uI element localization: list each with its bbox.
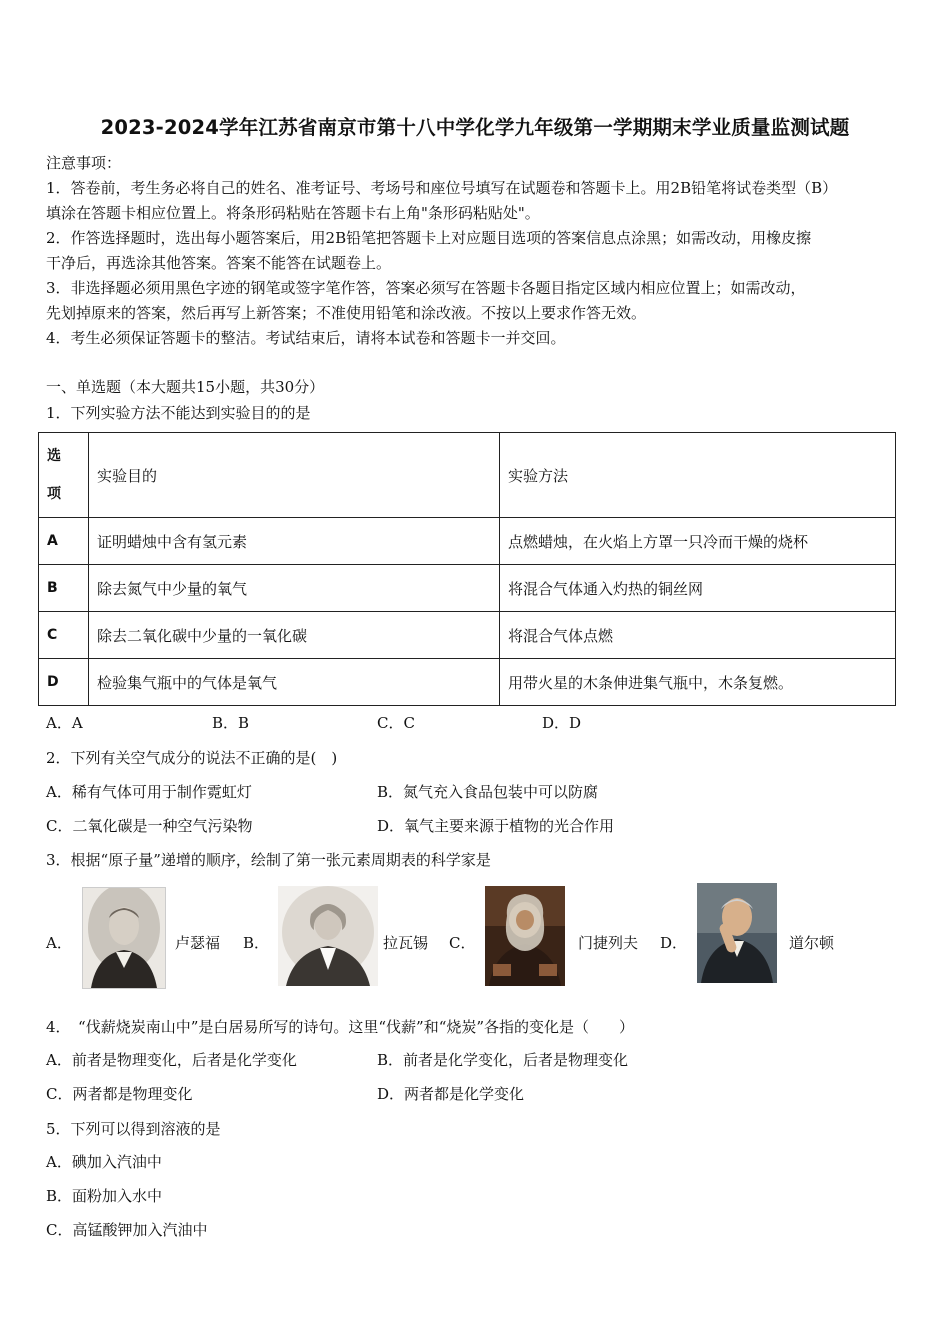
- rutherford-portrait-image: [82, 887, 166, 989]
- notes-line: 先划掉原来的答案，然后再写上新答案；不准使用铅笔和涂改液。不按以上要求作答无效。: [46, 304, 647, 322]
- row-purpose: 除去二氧化碳中少量的一氧化碳: [89, 612, 500, 659]
- q3-choice-c-letter[interactable]: C．: [449, 934, 476, 952]
- q3-choice-d-name: 道尔顿: [789, 934, 835, 952]
- notes-line: 4．考生必须保证答题卡的整洁。考试结束后，请将本试卷和答题卡一并交回。: [46, 329, 566, 347]
- header-option-line2: 项: [47, 486, 61, 502]
- notes-line: 2．作答选择题时，选出每小题答案后，用2B铅笔把答题卡上对应题目选项的答案信息点涂黑；如需改动，用橡皮擦: [46, 229, 812, 247]
- q2-choice-c[interactable]: C．二氧化碳是一种空气污染物: [46, 817, 253, 835]
- q2-choice-d[interactable]: D．氧气主要来源于植物的光合作用: [377, 817, 615, 835]
- header-method: 实验方法: [500, 433, 896, 518]
- header-option-line1: 选: [47, 448, 61, 464]
- table-header-row: [39, 433, 896, 518]
- q1-choice-d[interactable]: D．D: [542, 714, 582, 732]
- mendeleev-portrait-image: [485, 886, 565, 986]
- q4-choice-a[interactable]: A．前者是物理变化，后者是化学变化: [46, 1051, 297, 1069]
- row-purpose: 除去氮气中少量的氧气: [89, 565, 500, 612]
- table-row: [39, 659, 896, 706]
- header-option-cell: [39, 433, 89, 518]
- notes-line: 干净后，再选涂其他答案。答案不能答在试题卷上。: [46, 254, 392, 272]
- row-method: 将混合气体通入灼热的铜丝网: [500, 565, 896, 612]
- question-4-stem: 4． “伐薪烧炭南山中”是白居易所写的诗句。这里“伐薪”和“烧炭”各指的变化是（ ）: [46, 1018, 635, 1036]
- row-option: C: [39, 612, 89, 659]
- q3-choice-d-letter[interactable]: D．: [660, 934, 688, 952]
- q4-choice-d[interactable]: D．两者都是化学变化: [377, 1085, 525, 1103]
- row-option: A: [39, 518, 89, 565]
- experiment-table: [38, 432, 896, 706]
- q3-choice-b-name: 拉瓦锡: [383, 934, 429, 952]
- row-method: 用带火星的木条伸进集气瓶中，木条复燃。: [500, 659, 896, 706]
- q1-choice-a[interactable]: A．A: [46, 714, 83, 732]
- q4-choice-b[interactable]: B．前者是化学变化，后者是物理变化: [377, 1051, 629, 1069]
- q2-choice-a[interactable]: A．稀有气体可用于制作霓虹灯: [46, 783, 252, 801]
- row-option: B: [39, 565, 89, 612]
- q1-choice-b[interactable]: B．B: [212, 714, 250, 732]
- notes-line: 1．答卷前，考生务必将自己的姓名、准考证号、考场号和座位号填写在试题卷和答题卡上。用2B铅笔将试卷类型（B）: [46, 179, 838, 197]
- dalton-portrait-image: [697, 883, 777, 983]
- q5-choice-b[interactable]: B．面粉加入水中: [46, 1187, 163, 1205]
- row-purpose: 证明蜡烛中含有氢元素: [89, 518, 500, 565]
- question-5-stem: 5．下列可以得到溶液的是: [46, 1120, 221, 1138]
- notes-line: 3．非选择题必须用黑色字迹的钢笔或签字笔作答，答案必须写在答题卡各题目指定区域内相应位置上；如需改动，: [46, 279, 806, 297]
- row-method: 点燃蜡烛，在火焰上方罩一只冷而干燥的烧杯: [500, 518, 896, 565]
- question-2-stem: 2．下列有关空气成分的说法不正确的是( ): [46, 749, 338, 767]
- table-row: [39, 518, 896, 565]
- q5-choice-a[interactable]: A．碘加入汽油中: [46, 1153, 162, 1171]
- table-row: [39, 565, 896, 612]
- q3-choice-b-letter[interactable]: B．: [243, 934, 270, 952]
- page-title: 2023-2024学年江苏省南京市第十八中学化学九年级第一学期期末学业质量监测试题: [100, 116, 850, 139]
- notes-line: 填涂在答题卡相应位置上。将条形码粘贴在答题卡右上角"条形码粘贴处"。: [46, 204, 540, 222]
- q4-choice-c[interactable]: C．两者都是物理变化: [46, 1085, 193, 1103]
- row-method: 将混合气体点燃: [500, 612, 896, 659]
- q1-choice-c[interactable]: C．C: [377, 714, 415, 732]
- question-1-stem: 1．下列实验方法不能达到实验目的的是: [46, 404, 311, 422]
- table-row: [39, 612, 896, 659]
- section-heading: 一、单选题（本大题共15小题，共30分）: [46, 378, 325, 396]
- q3-choice-a-name: 卢瑟福: [175, 934, 221, 952]
- q2-choice-b[interactable]: B．氮气充入食品包装中可以防腐: [377, 783, 599, 801]
- header-purpose: 实验目的: [89, 433, 500, 518]
- notes-heading: 注意事项：: [46, 154, 122, 172]
- question-3-stem: 3．根据“原子量”递增的顺序，绘制了第一张元素周期表的科学家是: [46, 851, 491, 869]
- q3-choice-c-name: 门捷列夫: [578, 934, 639, 952]
- row-purpose: 检验集气瓶中的气体是氧气: [89, 659, 500, 706]
- q5-choice-c[interactable]: C．高锰酸钾加入汽油中: [46, 1221, 208, 1239]
- q3-choice-a-letter[interactable]: A．: [46, 934, 72, 952]
- row-option: D: [39, 659, 89, 706]
- lavoisier-portrait-image: [278, 886, 378, 986]
